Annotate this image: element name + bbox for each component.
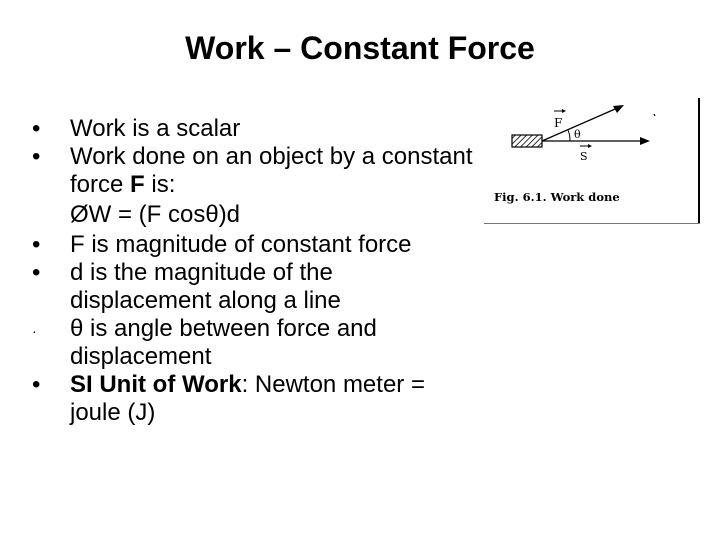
figure-caption: Fig. 6.1. Work done xyxy=(494,190,620,204)
bullet-item xyxy=(30,371,480,427)
bullet-item xyxy=(30,231,480,259)
bullet-text: : Newton meter = joule (J) xyxy=(70,371,425,426)
bullet-marker: • xyxy=(32,231,41,258)
bullet-item xyxy=(30,315,480,371)
bullet-bold-text: F xyxy=(130,171,145,198)
figure-border-bottom xyxy=(484,223,700,224)
sub-bullet-item xyxy=(30,199,480,231)
bullet-text: Work done on an object by a constant force xyxy=(70,143,473,198)
bullet-item xyxy=(30,259,480,315)
bullet-marker: · xyxy=(32,323,37,339)
bullet-text: d is the magnitude of the displacement along a line xyxy=(70,259,341,314)
arrow-bullet-icon: Ø xyxy=(70,201,89,228)
block-icon xyxy=(512,135,542,147)
figure-border-right xyxy=(698,98,700,224)
displacement-arrowhead xyxy=(640,137,650,145)
bullet-marker: • xyxy=(32,143,41,170)
angle-label: θ xyxy=(574,128,581,141)
angle-arc xyxy=(568,130,570,141)
small-tick-mark xyxy=(654,114,655,116)
bullet-marker: • xyxy=(32,371,41,398)
bullet-text: θ is angle between force and displacement xyxy=(70,315,377,370)
bullet-text: Work is a scalar xyxy=(70,115,241,142)
bullet-item xyxy=(30,115,480,143)
bullet-bold-text: SI Unit of Work xyxy=(70,371,242,398)
bullet-text: F is magnitude of constant force xyxy=(70,231,412,258)
bullet-text-end: is: xyxy=(144,171,176,198)
displacement-label: S xyxy=(580,150,588,163)
bullet-marker: • xyxy=(32,115,41,142)
work-formula: W = (F cosθ)d xyxy=(88,201,241,228)
force-label: F xyxy=(554,116,563,130)
bullet-list xyxy=(30,115,480,427)
bullet-marker: • xyxy=(32,259,41,286)
work-diagram-figure xyxy=(484,98,700,224)
work-diagram xyxy=(484,98,700,224)
bullet-item xyxy=(30,143,480,199)
slide-title: Work – Constant Force xyxy=(185,30,535,66)
